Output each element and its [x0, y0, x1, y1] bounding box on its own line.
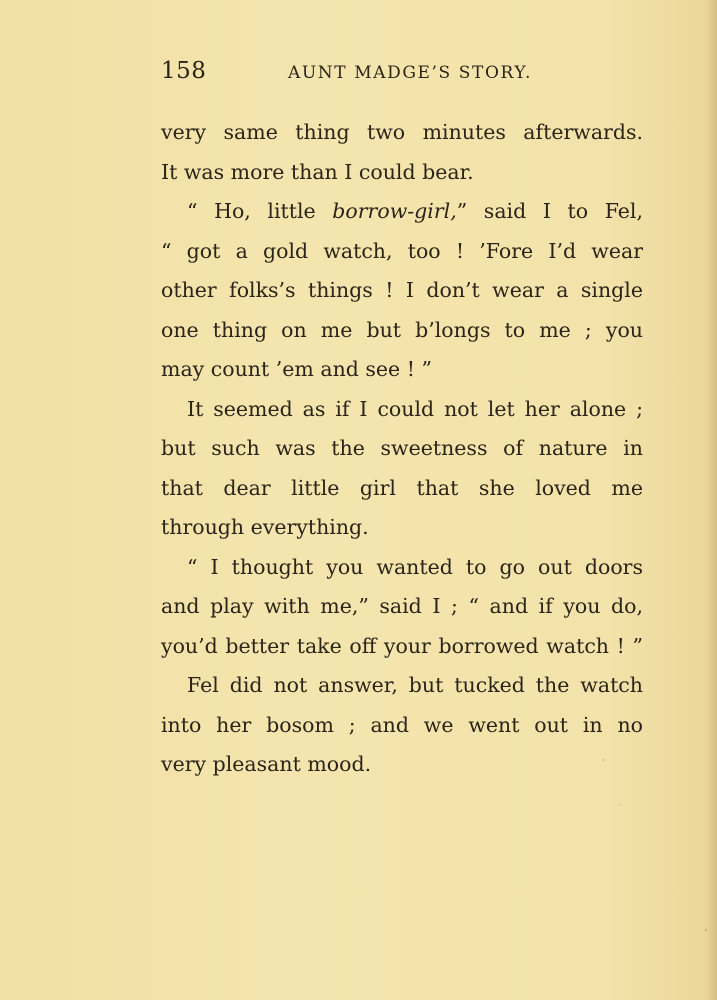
text-line: “ got a gold watch, too ! ’Fore I’d wear	[161, 238, 643, 263]
body-text	[161, 113, 643, 785]
text-line: one thing on me but b’longs to me ; you	[161, 317, 643, 342]
text-line: It seemed as if I could not let her alone ;	[187, 396, 643, 421]
italic-word: borrow-girl,	[332, 199, 457, 223]
text-line: you’d better take off your borrowed watch ! ”	[161, 633, 643, 658]
page-edge-shadow	[707, 0, 717, 1000]
text-line: that dear little girl that she loved me	[161, 475, 643, 500]
text-line: other folks’s things ! I don’t wear a single	[161, 278, 643, 302]
text-line: through everything.	[161, 515, 369, 539]
running-head: AUNT MADGE’S STORY.	[288, 63, 533, 83]
text-line: but such was the sweetness of nature in	[161, 436, 643, 460]
page-number: 158	[161, 58, 207, 84]
page-header	[161, 58, 641, 90]
text-line: “ I thought you wanted to go out doors	[187, 554, 643, 579]
text-line: and play with me,” said I ; “ and if you do,	[161, 594, 643, 618]
text-line: It was more than I could bear.	[161, 159, 474, 184]
text-line: into her bosom ; and we went out in no	[161, 712, 643, 737]
text-line: very pleasant mood.	[161, 752, 372, 776]
text-line: Fel did not answer, but tucked the watch	[187, 673, 643, 697]
text-line: may count ’em and see ! ”	[161, 357, 432, 381]
text-line: “ Ho, little borrow-girl,” said I to Fel,	[187, 199, 644, 223]
text-line: very same thing two minutes afterwards.	[161, 120, 643, 144]
